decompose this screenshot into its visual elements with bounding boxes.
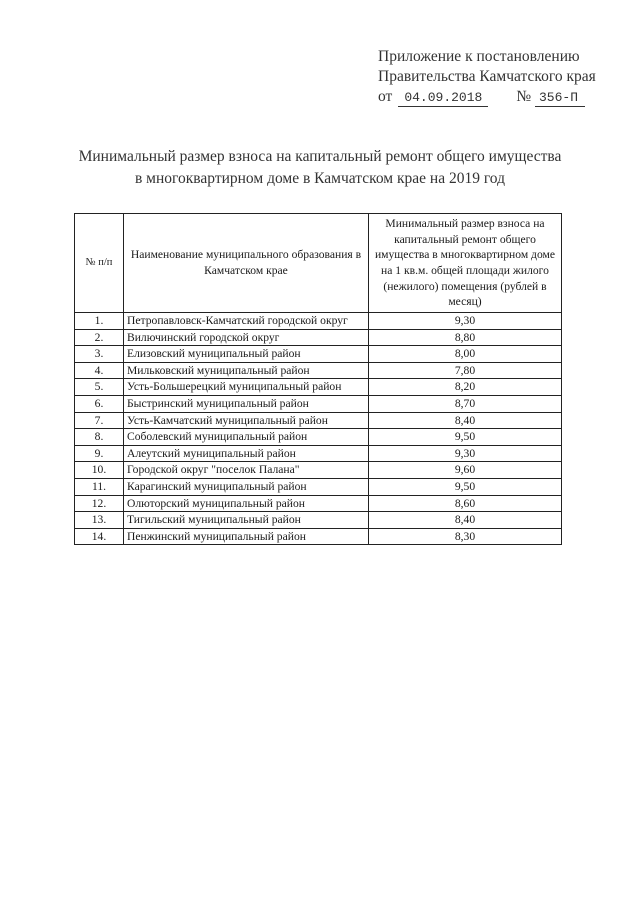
row-number: 1. — [75, 313, 124, 330]
row-number: 3. — [75, 346, 124, 363]
row-contribution: 8,30 — [369, 528, 562, 545]
document-title — [40, 146, 600, 190]
row-contribution: 7,80 — [369, 362, 562, 379]
row-municipality: Алеутский муниципальный район — [124, 445, 369, 462]
table-row — [75, 528, 562, 545]
table-row — [75, 379, 562, 396]
row-municipality: Тигильский муниципальный район — [124, 512, 369, 529]
table-row — [75, 462, 562, 479]
row-contribution: 8,20 — [369, 379, 562, 396]
row-contribution: 9,50 — [369, 478, 562, 495]
row-number: 12. — [75, 495, 124, 512]
row-municipality: Соболевский муниципальный район — [124, 429, 369, 446]
row-number: 2. — [75, 329, 124, 346]
table-row — [75, 313, 562, 330]
row-municipality: Усть-Большерецкий муниципальный район — [124, 379, 369, 396]
row-contribution: 9,30 — [369, 445, 562, 462]
row-municipality: Мильковский муниципальный район — [124, 362, 369, 379]
table-row — [75, 512, 562, 529]
row-number: 14. — [75, 528, 124, 545]
row-contribution: 8,60 — [369, 495, 562, 512]
row-number: 4. — [75, 362, 124, 379]
table-header-row — [75, 214, 562, 313]
table-body — [75, 313, 562, 545]
document-title-line-1: Минимальный размер взноса на капитальный ремонт общего имущества — [78, 148, 562, 165]
date-prefix: от — [378, 88, 393, 105]
row-number: 6. — [75, 395, 124, 412]
table-row — [75, 429, 562, 446]
number-prefix: № — [516, 88, 532, 105]
appendix-block — [378, 47, 596, 107]
header-value: Минимальный размер взноса на капитальный ремонт общего имущества в многоквартирном доме на 1 кв.м. общей площади жилого (нежилого) помещения (рублей в месяц) — [369, 214, 562, 313]
row-contribution: 8,40 — [369, 512, 562, 529]
appendix-line-1: Приложение к постановлению — [378, 48, 580, 65]
row-number: 5. — [75, 379, 124, 396]
appendix-date-line — [378, 87, 596, 107]
table-row — [75, 478, 562, 495]
row-municipality: Елизовский муниципальный район — [124, 346, 369, 363]
table-row — [75, 362, 562, 379]
row-contribution: 8,70 — [369, 395, 562, 412]
row-number: 11. — [75, 478, 124, 495]
row-contribution: 9,50 — [369, 429, 562, 446]
row-municipality: Олюторский муниципальный район — [124, 495, 369, 512]
row-contribution: 9,30 — [369, 313, 562, 330]
row-number: 9. — [75, 445, 124, 462]
row-municipality: Городской округ "поселок Палана" — [124, 462, 369, 479]
row-municipality: Вилючинский городской округ — [124, 329, 369, 346]
appendix-line-2: Правительства Камчатского края — [378, 68, 596, 85]
resolution-number: 356-П — [535, 90, 585, 107]
header-name: Наименование муниципального образования в Камчатском крае — [124, 214, 369, 313]
table-row — [75, 445, 562, 462]
table-row — [75, 495, 562, 512]
row-municipality: Карагинский муниципальный район — [124, 478, 369, 495]
row-number: 8. — [75, 429, 124, 446]
table-row — [75, 395, 562, 412]
row-number: 7. — [75, 412, 124, 429]
row-number: 10. — [75, 462, 124, 479]
row-contribution: 8,00 — [369, 346, 562, 363]
row-municipality: Быстринский муниципальный район — [124, 395, 369, 412]
resolution-date: 04.09.2018 — [398, 90, 488, 107]
row-contribution: 8,80 — [369, 329, 562, 346]
table-row — [75, 412, 562, 429]
table-row — [75, 346, 562, 363]
row-contribution: 8,40 — [369, 412, 562, 429]
contribution-table — [74, 213, 562, 545]
row-municipality: Усть-Камчатский муниципальный район — [124, 412, 369, 429]
document-title-line-2: в многоквартирном доме в Камчатском крае на 2019 год — [134, 170, 505, 187]
row-municipality: Петропавловск-Камчатский городской округ — [124, 313, 369, 330]
header-number: № п/п — [75, 214, 124, 313]
row-municipality: Пенжинский муниципальный район — [124, 528, 369, 545]
row-contribution: 9,60 — [369, 462, 562, 479]
row-number: 13. — [75, 512, 124, 529]
table-row — [75, 329, 562, 346]
